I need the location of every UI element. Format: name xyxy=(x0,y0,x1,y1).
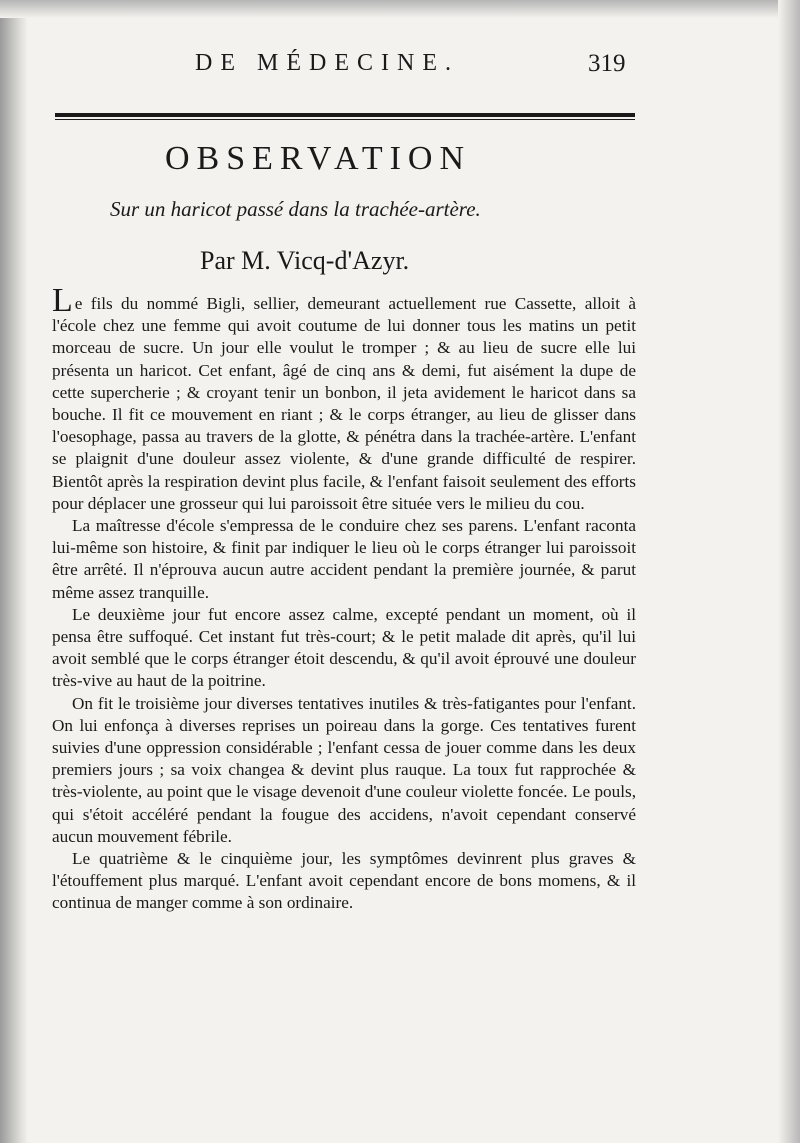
paragraph-4: On fit le troisième jour diverses tentatives inutiles & très-fatigantes pour l'enfant. On lui enfonça à diverses reprises un poireau dans la gorge. Ces tentatives furent suivies d'une oppression considérable ; l'enfant cessa de jouer comme dans les deux premiers jours ; sa voix changea & devint plus rauque. La toux fut rapprochée & très-violente, au point que le visage devenoit d'une couleur violette foncée. Le pouls, qui s'étoit accéléré pendant la fougue des accidens, n'avoit cependant conservé aucun mouvement fébrile. xyxy=(52,693,636,846)
paragraph-1-text: e fils du nommé Bigli, sellier, demeurant actuellement rue Cassette, alloit à l'école chez une femme qui avoit coutume de lui donner tous les matins un petit morceau de sucre. Un jour elle voulut le tromper ; & au lieu de sucre elle lui présenta un haricot. Cet enfant, âgé de cinq ans & demi, fut aisément la dupe de cette supercherie ; & croyant tenir un bonbon, il jeta avidement le haricot dans sa bouche. Il fit ce mouvement en riant ; & le corps étranger, au lieu de glisser dans l'oesophage, passa au travers de la glotte, & pénétra dans la trachée-artère. L'enfant se plaignit d'une douleur assez violente, & d'une grande difficulté de respirer. Bientôt après la respiration devint plus facile, & l'enfant faisoit seulement des efforts pour déplacer une grosseur qui lui paroissoit être située vers le milieu du cou. xyxy=(52,294,636,513)
header-rule xyxy=(55,113,635,120)
paragraph-3: Le deuxième jour fut encore assez calme, excepté pendant un moment, où il pensa être suffoqué. Cet instant fut très-court; & le petit malade dit après, qu'il lui avoit semblé que le corps étranger étoit descendu, & qu'il avoit éprouvé une douleur très-vive au haut de la poitrine. xyxy=(52,604,636,691)
paragraph-2: La maîtresse d'école s'empressa de le conduire chez ses parens. L'enfant raconta lui-même son histoire, & finit par indiquer le lieu où le corps étranger lui paroissoit être arrêté. Il n'éprouva aucun autre accident pendant la première journée, & parut même assez tranquille. xyxy=(52,516,636,602)
paragraph-1 xyxy=(52,282,636,515)
paragraph-5: Le quatrième & le cinquième jour, les symptômes devinrent plus graves & l'étouffement plus marqué. L'enfant avoit cependant encore de bons momens, & il continua de manger comme à son ordinaire. xyxy=(52,849,636,913)
article-title: OBSERVATION xyxy=(165,140,472,177)
article-body xyxy=(52,282,636,915)
running-head: DE MÉDECINE. xyxy=(195,50,459,76)
page-edge-shadow-right xyxy=(778,0,800,1143)
page-edge-shadow-left xyxy=(0,0,28,1143)
article-author: Par M. Vicq-d'Azyr. xyxy=(200,246,410,275)
drop-cap: L xyxy=(52,282,73,319)
page-number: 319 xyxy=(588,50,626,77)
article-subtitle: Sur un haricot passé dans la trachée-artère. xyxy=(110,197,481,221)
page-edge-shadow-top xyxy=(0,0,800,18)
